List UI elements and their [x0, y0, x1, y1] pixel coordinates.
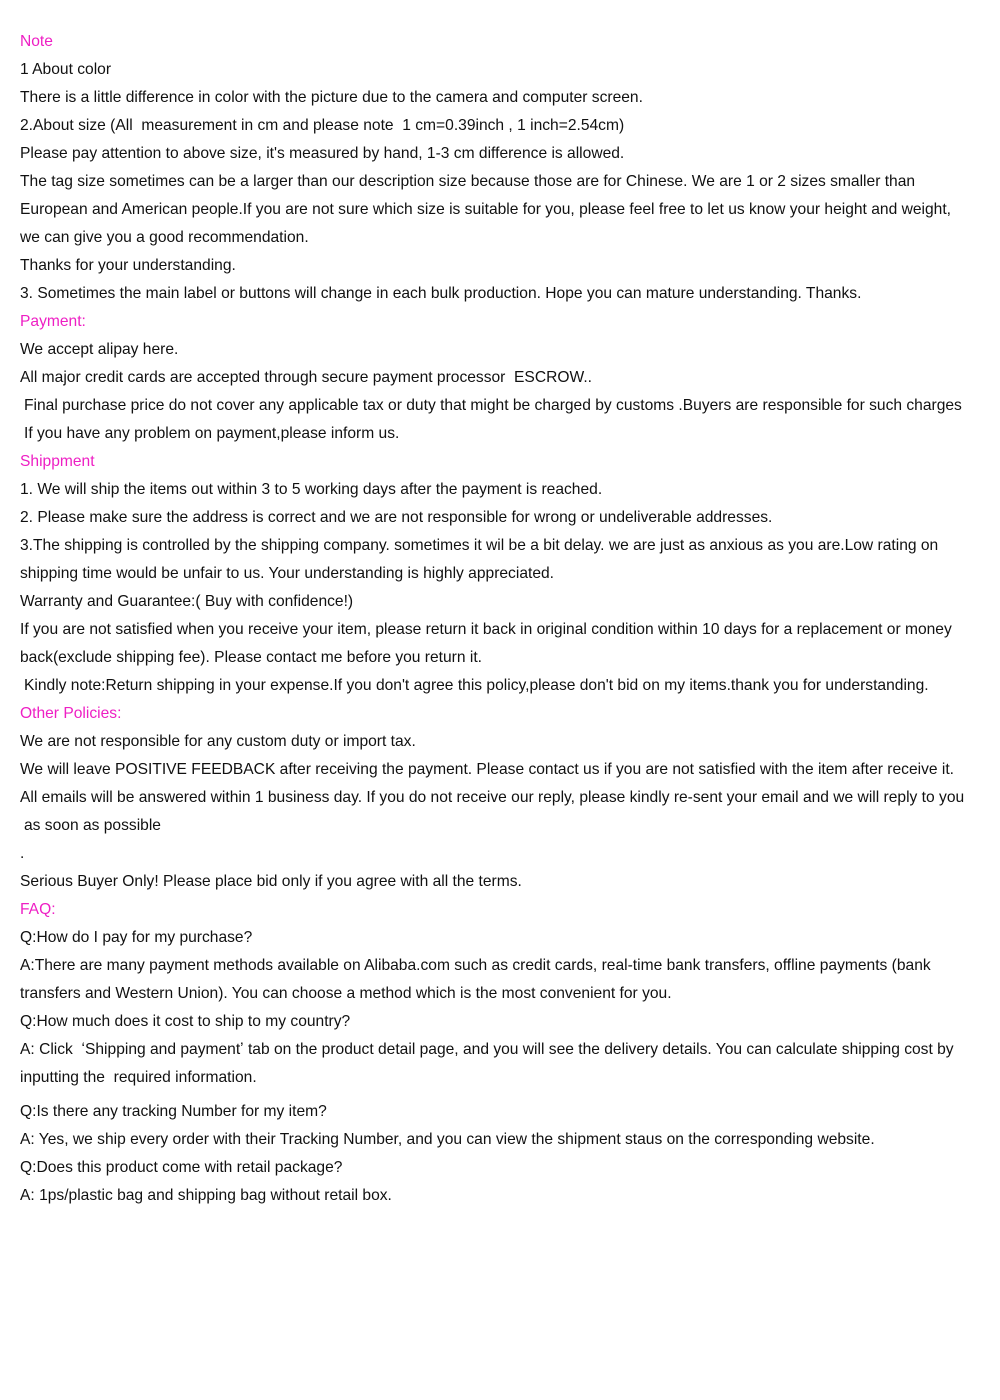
payment-line: Final purchase price do not cover any applicable tax or duty that might be charged by customs .Buyers are responsible for such charges [24, 397, 962, 414]
faq-answer: transfers and Western Union). You can choose a method which is the most convenient for you. [20, 985, 672, 1002]
faq-question: Q:How much does it cost to ship to my country? [20, 1013, 351, 1030]
note-line: European and American people.If you are not sure which size is suitable for you, please feel free to let us know your height and weight, [20, 201, 951, 218]
policies-line: Serious Buyer Only! Please place bid only if you agree with all the terms. [20, 873, 522, 890]
faq-answer: A: Yes, we ship every order with their Tracking Number, and you can view the shipment staus on the corresponding website. [20, 1131, 875, 1148]
faq-question: Q:Does this product come with retail package? [20, 1159, 343, 1176]
note-line: 2.About size (All measurement in cm and please note 1 cm=0.39inch , 1 inch=2.54cm) [20, 117, 625, 134]
policies-line: We are not responsible for any custom duty or import tax. [20, 733, 416, 750]
faq-question: Q:How do I pay for my purchase? [20, 929, 253, 946]
shipment-heading: Shippment [20, 453, 95, 470]
policies-line: . [20, 845, 25, 862]
payment-line: If you have any problem on payment,please inform us. [24, 425, 400, 442]
shipment-line: back(exclude shipping fee). Please contact me before you return it. [20, 649, 483, 666]
payment-line: We accept alipay here. [20, 341, 179, 358]
note-line: There is a little difference in color with the picture due to the camera and computer screen. [20, 89, 643, 106]
note-line: Please pay attention to above size, it's measured by hand, 1-3 cm difference is allowed. [20, 145, 625, 162]
shipment-line: shipping time would be unfair to us. Your understanding is highly appreciated. [20, 565, 555, 582]
note-line: we can give you a good recommendation. [20, 229, 309, 246]
policies-line: All emails will be answered within 1 business day. If you do not receive our reply, please kindly re-sent your email and we will reply to you [20, 789, 965, 806]
faq-answer: A: Click ʻShipping and paymentʼ tab on the product detail page, and you will see the delivery details. You can calculate shipping cost by [20, 1041, 954, 1058]
warranty-title: Warranty and Guarantee:( Buy with confidence!) [20, 593, 354, 610]
shipment-line: Kindly note:Return shipping in your expense.If you don't agree this policy,please don't bid on my items.thank you for understanding. [24, 677, 929, 694]
policies-heading: Other Policies: [20, 705, 122, 722]
note-heading: Note [20, 33, 53, 50]
shipment-line: 1. We will ship the items out within 3 to 5 working days after the payment is reached. [20, 481, 603, 498]
faq-answer: A: 1ps/plastic bag and shipping bag without retail box. [20, 1187, 392, 1204]
note-line: 1 About color [20, 61, 112, 78]
shipment-line: 3.The shipping is controlled by the shipping company. sometimes it wil be a bit delay. we are just as anxious as you are.Low rating on [20, 537, 939, 554]
shipment-line: If you are not satisfied when you receive your item, please return it back in original condition within 10 days for a replacement or money [20, 621, 952, 638]
note-line: Thanks for your understanding. [20, 257, 236, 274]
shipment-line: 2. Please make sure the address is correct and we are not responsible for wrong or undeliverable addresses. [20, 509, 773, 526]
note-line: The tag size sometimes can be a larger than our description size because those are for Chinese. We are 1 or 2 sizes smaller than [20, 173, 916, 190]
payment-heading: Payment: [20, 313, 86, 330]
faq-answer: inputting the required information. [20, 1069, 257, 1086]
policy-document [0, 28, 1000, 1210]
policies-line: as soon as possible [24, 817, 161, 834]
faq-question: Q:Is there any tracking Number for my item? [20, 1103, 327, 1120]
faq-answer: A:There are many payment methods available on Alibaba.com such as credit cards, real-time bank transfers, offline payments (bank [20, 957, 931, 974]
payment-line: All major credit cards are accepted through secure payment processor ESCROW.. [20, 369, 593, 386]
note-line: 3. Sometimes the main label or buttons will change in each bulk production. Hope you can mature understanding. Thanks. [20, 285, 862, 302]
faq-heading: FAQ: [20, 901, 56, 918]
policies-line: We will leave POSITIVE FEEDBACK after receiving the payment. Please contact us if you are not satisfied with the item after receive it. [20, 761, 955, 778]
